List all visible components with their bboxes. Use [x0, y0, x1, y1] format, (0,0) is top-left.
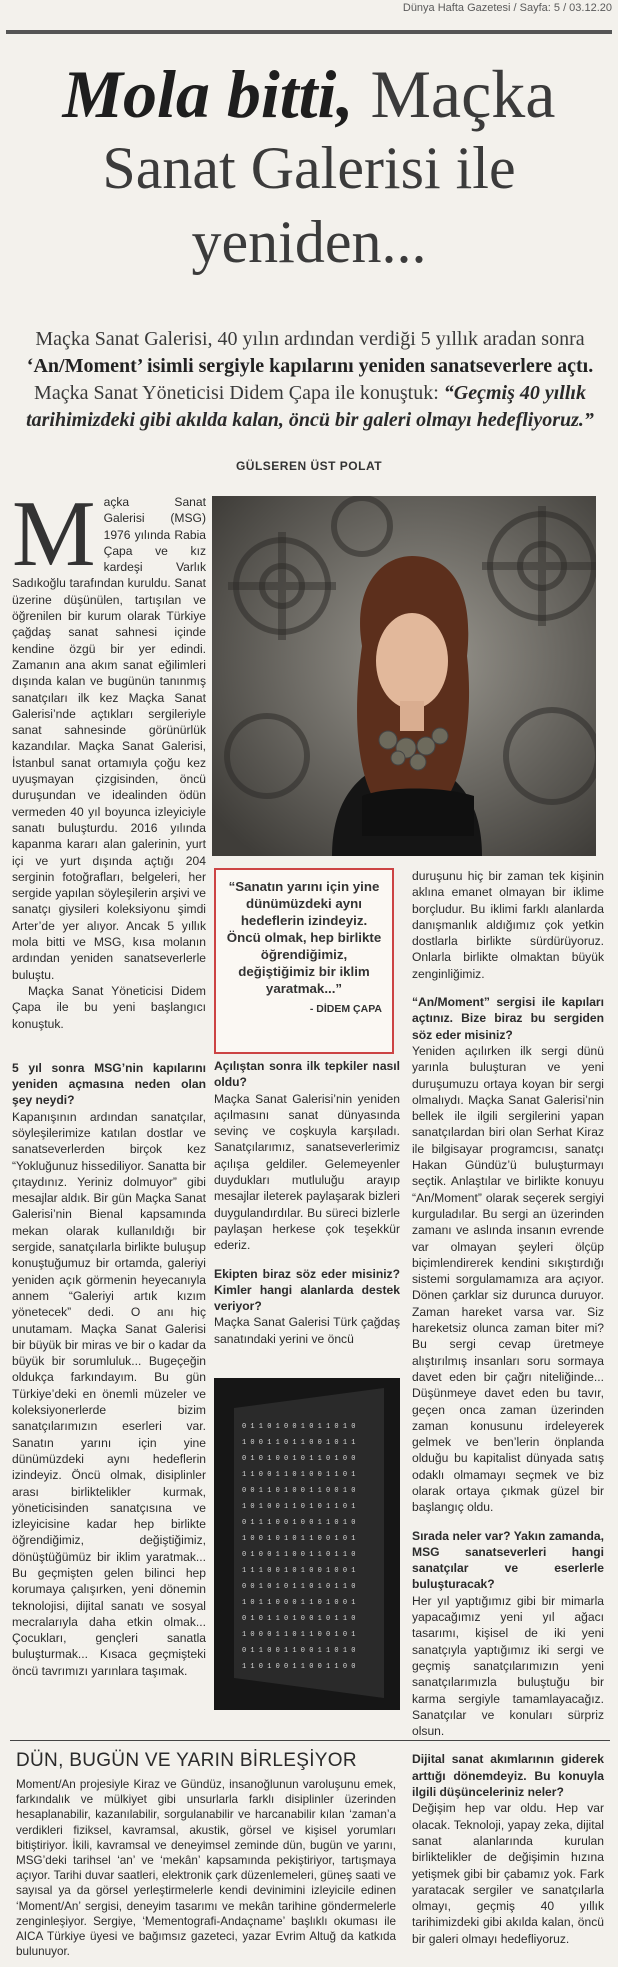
box-text: Moment/An projesiyle Kiraz ve Gündüz, insanoğlunun varoluşunu emek, farkındalık ve mülkiyet gibi unsurlarla farklı disiplinler üzerinden hesaplanabilir, kazanılabilir, sorgulanabilir ve harcanabilir kılan ‘zaman’a verdikleri fiziksel, kavramsal, akustik, görsel ve kişisel yorumları bitiştiriyor. İkili, kavramsal ve deneyimsel zeminde dün, bugün ve yarını, MSG’deki tarihsel ‘an’ ve ‘mekân’ kapsamında pekiştiriyor, tartışmaya açıyor. Tarihi duvar saatleri, elektronik çark düzenlemeleri, güneş saati ve sayısal ya da görsel yerleştirmelerle kendi devinimini izleyicile edinen ‘Moment/An’ sergisi, deneyim tasarımı ve mekân tarihine göndermelerle zenginleşiyor. Sergiye, ‘Mementografi-Andaçname’ başlıklı okuması ile AICA Türkiye üyesi ve bağımsız gazeteci, yazar Evrim Altuğ da katkıda bulunuyor. — [16, 1778, 396, 1959]
answer-3-start: Maçka Sanat Galerisi Türk çağdaş sanatındaki yerini ve öncü — [214, 1315, 400, 1346]
svg-text:1 0 1 0 0 1 1 0 1 0 1 1 0 1: 1 0 1 0 0 1 1 0 1 0 1 1 0 1 — [242, 1503, 356, 1511]
portrait-illustration — [212, 496, 596, 856]
deck-part-a: Maçka Sanat Galerisi, 40 yılın ardından verdiği 5 yıllık aradan sonra — [35, 328, 585, 350]
svg-text:1 0 0 1 0 1 0 1 1 0 0 1 0 1: 1 0 0 1 0 1 0 1 1 0 0 1 0 1 — [242, 1535, 356, 1543]
question-5: Sırada neler var? Yakın zamanda, MSG sanatseverleri hangi sanatçılar ve eserlerle buluşturacak? — [412, 1528, 604, 1592]
headline-line3: yeniden... — [191, 209, 427, 275]
column-2 — [214, 1058, 400, 1347]
svg-text:1 0 1 1 0 0 0 1 1 0 1 0 0 1: 1 0 1 1 0 0 0 1 1 0 1 0 0 1 — [242, 1599, 356, 1607]
svg-text:0 1 1 0 0 1 1 0 0 1 1 0 1 0: 0 1 1 0 0 1 1 0 0 1 1 0 1 0 — [242, 1647, 356, 1655]
svg-text:0 1 1 0 1 0 0 1 0 1 1 0 1 0: 0 1 1 0 1 0 0 1 0 1 1 0 1 0 — [242, 1423, 356, 1431]
top-rule — [6, 30, 612, 34]
headline-part2: Maçka — [353, 56, 556, 132]
installation-photo — [214, 1378, 400, 1710]
masthead: Dünya Hafta Gazetesi / Sayfa: 5 / 03.12.20 — [402, 2, 612, 14]
svg-text:1 0 0 1 1 0 1 1 0 0 1 0 1 1: 1 0 0 1 1 0 1 1 0 0 1 0 1 1 — [242, 1439, 356, 1447]
installation-illustration — [214, 1378, 400, 1710]
svg-text:0 1 1 1 0 0 1 0 0 1 1 0 1 0: 0 1 1 1 0 0 1 0 0 1 1 0 1 0 — [242, 1519, 356, 1527]
svg-text:0 0 1 0 1 0 1 1 0 1 0 1 1 0: 0 0 1 0 1 0 1 1 0 1 0 1 1 0 — [242, 1583, 356, 1591]
intro-paragraph: açka Sanat Galerisi (MSG) 1976 yılında Rabia Çapa ve kız kardeşi Varlık Sadıkoğlu tarafından kuruldu. Sanat üzerine düşünülen, tartışılan ve öğrenilen bir kurum olarak Türkiye çağdaş sanat sahnesi içinde kendine özgü bir yer edindi. Zamanın ana akım sanat eğilimleri dışında kalan ve bugünün tanınmış sanatçıları ilk kez Maçka Sanat Galerisi’nde açtıkları sergileriyle sanat sahnesinde görünürlük kazandılar. Maçka Sanat Galerisi, İstanbul sanat ortamıyla çoğu kez uyuşmayan çizgisinden, öncü duruşundan ve idealinden ödün vermeden 40 yıl boyunca izleyiciyle sanatı buluşturdu. 2016 yılında kapanma kararı alan galerinin, yurt içi ve yurt dışında açtığı 204 serginin fotoğrafları, belgeleri, her sergide yapılan söyleşilerin arşivi ve sanatçı giysileri koleksiyonu şimdi Arter’de yer alıyor. Ancak 5 yıllık mola bitti ve MSG, kısa molanın ardından yeniden sanatseverlerle buluştu. — [12, 495, 206, 982]
dropcap: M — [12, 482, 96, 586]
box-title: DÜN, BUGÜN VE YARIN BİRLEŞİYOR — [16, 1750, 357, 1771]
svg-text:1 0 0 0 1 1 0 1 1 0 0 1 0 1: 1 0 0 0 1 1 0 1 1 0 0 1 0 1 — [242, 1631, 356, 1639]
answer-6: Değişim hep var oldu. Hep var olacak. Teknoloji, yapay zeka, dijital sanat alanlarında kurulan birliktelikler de değişimin hızına yetişmek gibi bir çabamız yok. Fark yaratacak sergiler ve sanatçılarla olmayı, geçmiş 40 yıllık tarihimizdeki gibi akılda kalan, öncü bir galeri olmayı hedefliyoruz. — [412, 1801, 604, 1946]
pull-quote — [214, 868, 394, 1054]
deck-part-c: Maçka Sanat Yöneticisi Didem Çapa ile konuştuk: — [34, 382, 444, 404]
svg-text:1 1 0 1 0 0 1 1 0 0 1 1 0 0: 1 1 0 1 0 0 1 1 0 0 1 1 0 0 — [242, 1663, 356, 1671]
portrait-photo — [212, 496, 596, 856]
svg-text:1 1 1 0 0 1 0 1 0 0 1 0 0 1: 1 1 1 0 0 1 0 1 0 0 1 0 0 1 — [242, 1567, 356, 1575]
headline-line2: Sanat Galerisi ile — [102, 135, 516, 201]
deck-quote: “Geçmiş 40 yıllık tarihimizdeki gibi akılda kalan, öncü bir galeri olmayı hedefliyoruz.” — [26, 382, 594, 431]
answer-1: Kapanışının ardından sanatçılar, söyleşilerimize katılan dostlar ve sanatseverlerden birçok kez “Yokluğunuz hissediliyor. Sanatta bir çıtaydınız. Yeriniz dolmuyor” gibi mesajlar aldık. Bir gün Maçka Sanat Galerisi’nin Bienal kapsamında mekan olarak kullanıldığı bir sergide, sanatçılarla birlikte buluşup konuştuğumuz bir ortamda, galeriyi yeniden açık görmenin heyecanıyla annem “Galeriyi artık kızım yönetecek” dedi. O anı hiç unutamam. Maçka Sanat Galerisi bir büyük bir miras ve bir o kadar da büyük bir sorumluluk... Bugeçeğin oldukça farkındayım. Bu gün Türkiye’deki en önemli müzeler ve koleksiyonerlerde bizim sanatçılarımızın eserleri var. Sanatın yarını için yine dünümüzdeki aynı hedeflerin izindeyiz. Öncü olmak, disiplinler arası birliktelikler kurmak, yöneticisinden sanatçısına ve izleyicisine kadar hep birlikte öğrendiğimiz, değiştiğimiz, dönüştüğümüz bir iklim yaratmak... Bu geçmişten gelen bilinci hep korumaya çalışırken, yeni dönemin teknolojisi, dijital sanatı ve sosyal mecralarıyla daha etkin olmak... Çocukları, gençleri sanatla buluşturmak... Kısaca geçmişteki öncü tavrımızı yarınlara taşımak. — [12, 1109, 206, 1678]
answer-2: Maçka Sanat Galerisi’nin yeniden açılmasını sanat dünyasında sevinç ve coşkuyla karşıladı. Sanatçılarımız, sanatseverlerimiz açılışa geldiler. Gelemeyenler duydukları mutluluğu arayıp mesajlar ileterek paylaşarak bizleri duygulandırdılar. Bu süreci bizlerle paylaşan herkese çok teşekkür ederiz. — [214, 1091, 400, 1253]
deck-part-b: ‘An/Moment’ isimli sergiyle kapılarını yeniden sanatseverlere açtı. — [26, 355, 594, 377]
answer-5: Her yıl yaptığımız gibi bir mimarla yapacağımız yeni yıl ağacı tasarımı, kişisel de iki yeni sanatçıyla yaptığımız iki sergi ve geçmiş sanatçılarımızın yeni sanatçılarımızla buluştuğu bir karma sergiyle tamamlayacağız. Sanatçılar ve konuları sürpriz olsun. — [412, 1593, 604, 1739]
question-6: Dijital sanat akımlarının giderek arttığı dönemdeyiz. Bu konuyla ilgili düşünceleriniz neler? — [412, 1752, 604, 1800]
deck — [24, 326, 596, 434]
headline-emphasis: Mola bitti, — [62, 56, 354, 132]
answer-4: Yeniden açılırken ilk sergi dünü yarınla buluşturan ve yeni duruşumuzu ortaya koyan bir sergi olmalıydı. Maçka Sanat Galerisi’nin bellek ile ilgili sergilerini yapan sanatçılardan biri olan Serhat Kiraz ile bilgisayar programcısı, sanatçı Hakan Gündüz’ü buluşturmayı seçtik. Anlaştılar ve birlikte konuyu “An/Moment” olarak seçerek sergiyi kurguladılar. Bu sergi an üzerinden zamanı ve aslında insanın evrende var olmayan şeyleri ölçüp biçimlendirerek kendini sıkıştırdığı sistemi sorgulamamıza ara açıyor. Dönen çarklar siz durunca duruyor. Zaman hareket varsa var. Siz hareketsiz olunca zaman biter mi? Bu sergi cevap üretmeye alıştırılmış insanları soru sormaya davet eden bir çağrı niteliğinde... Düşünmeye davet eden bu tavır, geçen onca zaman üzerinden zaman konusunu irdeleyerek gelmek ve ben’lerin önplanda olduğu bu kapitalist dünyada satış odaklı olmamayı seçmek ve biz olarak ortaya çıkmak güzel bir başlangıç oldu. — [412, 1043, 604, 1515]
svg-text:0 0 1 1 0 1 0 0 1 1 0 0 1 0: 0 0 1 1 0 1 0 0 1 1 0 0 1 0 — [242, 1487, 356, 1495]
question-2: Açılıştan sonra ilk tepkiler nasıl oldu? — [214, 1059, 400, 1090]
svg-text:1 1 0 0 1 1 0 1 0 0 1 1 0 1: 1 1 0 0 1 1 0 1 0 0 1 1 0 1 — [242, 1471, 356, 1479]
intro-paragraph-2: Maçka Sanat Yöneticisi Didem Çapa ile bu yeni başlangıcı konuştuk. — [12, 983, 206, 1031]
pull-quote-author: - DİDEM ÇAPA — [309, 1003, 382, 1015]
svg-text:0 1 0 1 1 0 1 0 0 1 0 1 1 0: 0 1 0 1 1 0 1 0 0 1 0 1 1 0 — [242, 1615, 356, 1623]
headline — [0, 56, 618, 275]
svg-text:0 1 0 1 0 0 1 0 1 1 0 1 0 0: 0 1 0 1 0 0 1 0 1 1 0 1 0 0 — [242, 1455, 356, 1463]
answer-3-end: duruşunu hiç bir zaman tek kişinin aklına emanet olmayan bir iklime borçludur. Bu iklimi farklı alanlarda danışmanlık aldığımız çok yetkin dostlarla birlikte sürdürüyoruz. Onlarla birlikte olmaktan büyük zenginliğimiz. — [412, 869, 604, 981]
question-4: “An/Moment” sergisi ile kapıları açtınız. Bize biraz bu sergiden söz eder misiniz? — [412, 995, 604, 1042]
question-3: Ekipten biraz söz eder misiniz? Kimler hangi alanlarda destek veriyor? — [214, 1266, 400, 1314]
column-3 — [412, 868, 604, 1947]
column-1 — [12, 482, 206, 1679]
box-rule — [10, 1740, 610, 1741]
pull-quote-text: “Sanatın yarını için yine dünümüzdeki aynı hedeflerin izindeyiz. Öncü olmak, hep birlikte öğrendiğimiz, değiştiğimiz bir iklim yaratmak...” — [226, 879, 382, 996]
question-1: 5 yıl sonra MSG’nin kapılarını yeniden açmasına neden olan şey neydi? — [12, 1060, 206, 1108]
svg-text:0 1 0 0 1 1 0 0 1 1 0 1 1 0: 0 1 0 0 1 1 0 0 1 1 0 1 1 0 — [242, 1551, 356, 1559]
byline: GÜLSEREN ÜST POLAT — [235, 459, 383, 473]
